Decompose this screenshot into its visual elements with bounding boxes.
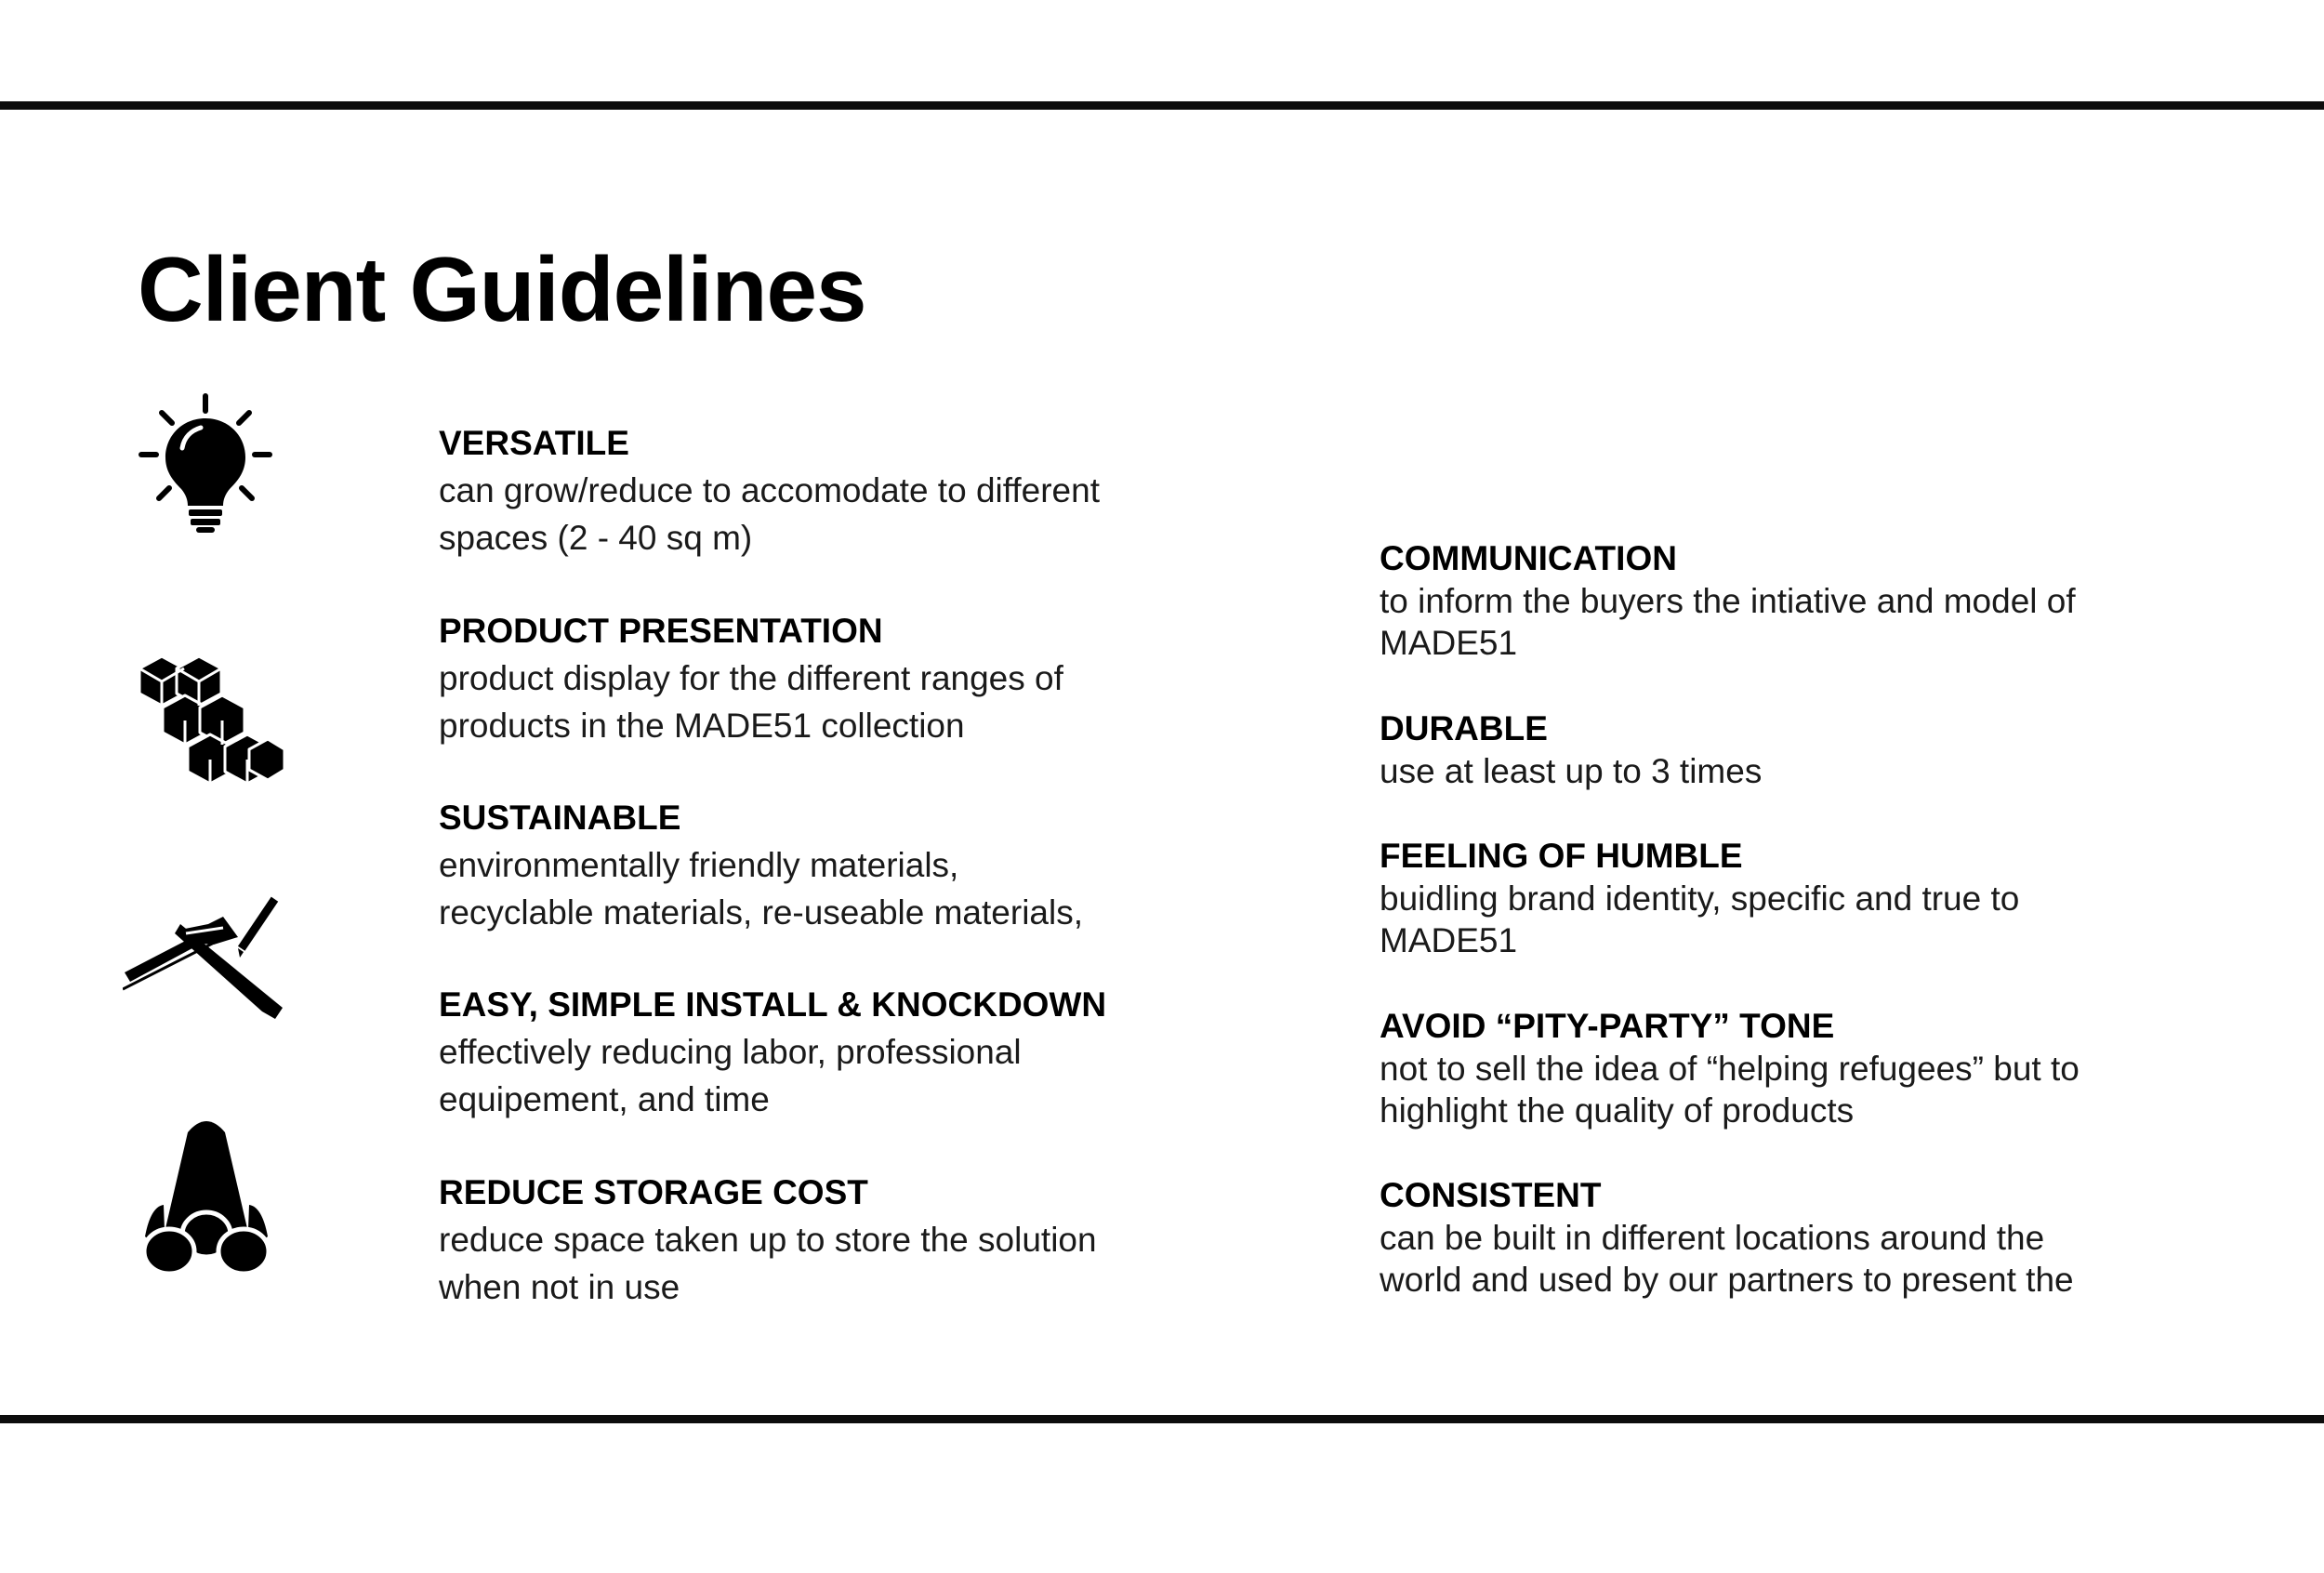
guideline-easy-install	[439, 982, 1106, 1123]
guideline-description	[1380, 1217, 2074, 1301]
guideline-description	[439, 1216, 1097, 1311]
description-line: to inform the buyers the intiative and model of	[1380, 582, 2076, 620]
guideline-product-presentation	[439, 608, 1063, 749]
description-line: world and used by our partners to present the	[1380, 1261, 2074, 1299]
guideline-description	[439, 467, 1100, 562]
guideline-heading: EASY, SIMPLE INSTALL & KNOCKDOWN	[439, 985, 1107, 1024]
description-line: can grow/reduce to accomodate to different	[439, 471, 1100, 509]
guideline-description	[439, 654, 1063, 749]
description-line: spaces (2 - 40 sq m)	[439, 519, 753, 557]
guideline-heading: AVOID “PITY-PARTY” TONE	[1380, 1007, 1835, 1045]
guideline-heading: VERSATILE	[439, 424, 629, 462]
guideline-heading: REDUCE STORAGE COST	[439, 1173, 868, 1211]
description-line: recyclable materials, re-useable materials,	[439, 893, 1083, 932]
description-line: product display for the different ranges of	[439, 659, 1063, 697]
description-line: not to sell the idea of “helping refugees” but to	[1380, 1050, 2080, 1088]
cutting-tool-icon	[123, 896, 288, 1019]
guideline-versatile	[439, 420, 1100, 562]
description-line: use at least up to 3 times	[1380, 752, 1763, 790]
hexagon-blocks-icon	[139, 656, 284, 786]
description-line: can be built in different locations around the	[1380, 1219, 2045, 1257]
guideline-description	[1380, 580, 2076, 664]
description-line: products in the MADE51 collection	[439, 707, 965, 745]
description-line: environmentally friendly materials,	[439, 846, 959, 884]
guideline-communication	[1380, 537, 2076, 664]
top-divider	[0, 101, 2324, 110]
guideline-heading: CONSISTENT	[1380, 1176, 1602, 1214]
description-line: effectively reducing labor, professional	[439, 1033, 1022, 1071]
guideline-heading: FEELING OF HUMBLE	[1380, 837, 1743, 875]
guideline-durable	[1380, 707, 1762, 792]
description-line: highlight the quality of products	[1380, 1091, 1855, 1130]
guideline-feeling-of-humble	[1380, 835, 2019, 961]
guideline-description	[1380, 878, 2019, 961]
page-title: Client Guidelines	[138, 238, 866, 340]
guideline-description	[439, 1028, 1106, 1123]
bottom-divider	[0, 1415, 2324, 1423]
pipes-icon	[141, 1116, 271, 1276]
guideline-heading: SUSTAINABLE	[439, 799, 681, 837]
guideline-reduce-storage-cost	[439, 1170, 1097, 1311]
description-line: buidling brand identity, specific and true to	[1380, 879, 2020, 918]
guideline-heading: PRODUCT PRESENTATION	[439, 612, 883, 650]
guideline-consistent	[1380, 1174, 2074, 1301]
description-line: MADE51	[1380, 624, 1518, 662]
description-line: MADE51	[1380, 921, 1518, 959]
guideline-description	[439, 841, 1083, 936]
guideline-description	[1380, 1048, 2080, 1131]
guideline-heading: COMMUNICATION	[1380, 539, 1677, 577]
guideline-sustainable	[439, 795, 1083, 936]
description-line: when not in use	[439, 1268, 680, 1306]
guideline-avoid-pity-party	[1380, 1005, 2080, 1131]
guideline-description	[1380, 750, 1762, 792]
lightbulb-icon	[136, 392, 275, 534]
description-line: reduce space taken up to store the solution	[439, 1221, 1097, 1259]
guideline-heading: DURABLE	[1380, 709, 1548, 747]
description-line: equipement, and time	[439, 1080, 770, 1118]
